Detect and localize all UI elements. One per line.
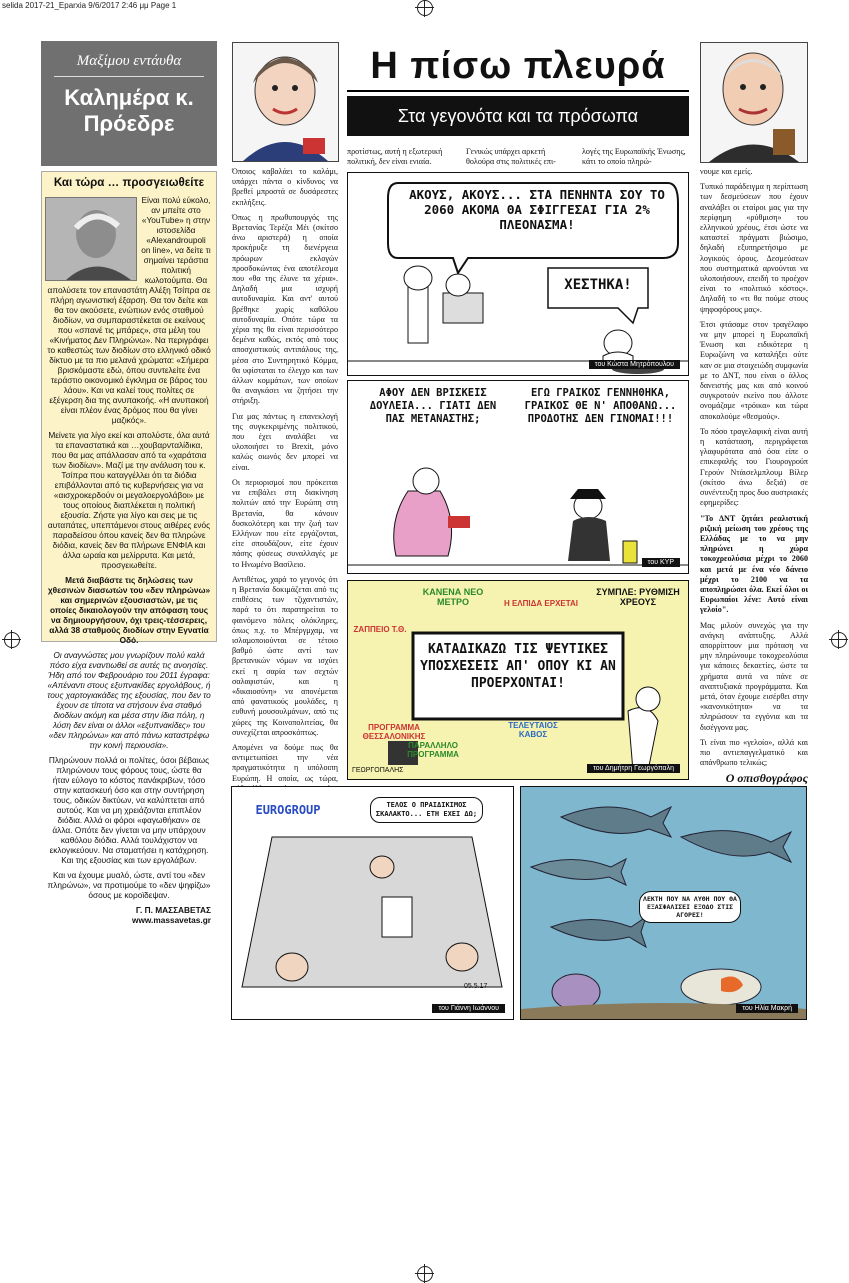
cartoon-credit: του Κώστα Μητρόπουλου xyxy=(589,360,680,369)
cartoon-ioannou xyxy=(231,786,514,1020)
cartoonist-signature: ΓΕΩΡΓΟΠΑΛΗΣ xyxy=(352,767,404,774)
comic-sign: ΠΑΡΑΛΛΗΛΟ ΠΡΟΓΡΑΜΜΑ xyxy=(407,741,459,759)
speech-bubble: ΧΕΣΤΗΚΑ! xyxy=(564,277,632,293)
article-paragraph: Πληρώνουν πολλά οι πολίτες, όσοι βέβαιως πληρώνουν τους φόρους τους, ώστε θα ήταν εύλογο το κόστος πανάκριβων, τόσο στην κατασκευή όσο και στην συντήρηση τους, οδικών δικτύων, να καλύπτεται από αυτούς. Και να μη χρειάζονται επιπλέον διόδια. Αλλά οι φόροι «φαγωθήκαν» σε άλλα. Οπότε δεν γίνεται να μην υπάρχουν καθόλου διόδια. Αλλά τουλάχιστον να εκλογικεύουν. Να σταματήσει η κατάχρηση. Και της εξουσίας και των εργολάβων. xyxy=(48,755,210,865)
article-paragraph: Μείνετε για λίγο εκεί και απολύστε, όλα αυτά τα επαναστατικά και …χουβαρνταλίδικα, που θα μας απάλλασαν από τα «χαράτσια των διοδίων». Μαζί με την ανάλυση του κ. Τσίπρα που καταγγέλλει ότι τα διόδια επιβάλλονται από τις κυβερνήσεις για να «αισχροκερδούν οι μεγαλοεργολάβοι» με τους οποίους διαπλέκεται η πολιτική εξουσία. Ζήστε για λίγο και σεις με τις αυταπάτες, υπεπτάμενοι στους αιθέρες ενός παραδείσου όπου κανείς δεν θα πληρώνε διόδια, κανείς δεν θα πλήρωνε ΕΝΦΙΑ και άλλα ωραία και μελίρρυτα. Και μετά, προσγειωθείτε. xyxy=(47,430,211,570)
author-photo xyxy=(45,197,137,281)
article-paragraph: Μας μιλούν συνεχώς για την ανάγκη ανάπτυξης. Αλλά απορρίπτουν μια πρόταση να μην πληρώνουμε τοκοχρεολύσια για κάποιες δεκαετίες, ώστε τα χρήματα αυτά να πάνε σε αναπτυξιακά προγράμματα. Και μετά, όταν έχουμε εισέρθει στην «κανονικότητα» να τα πληρώσουν τα εγγόνια και τα δισέγγονα μας. xyxy=(700,620,808,732)
article-paragraph: Έτσι φτάσαμε στον τραγέλαφο να μην μπορεί η Ευρωπαϊκή Ένωση και ειδικότερα η Ευρωζώνη να καταλήξει ούτε καν σε μια στοιχειώδη συμφωνία με το ΔΝΤ, που είναι ο άλλος δανειστής μας και από κοινού συγκροτούν εκείνο που άλλοτε ονομάζαμε «τρόικα» και τώρα αποκαλούμε «θεσμούς». xyxy=(700,319,808,421)
comic-sign: ΣΥΜΠΛΕ: ΡΥΘΜΙΣΗ ΧΡΕΟΥΣ xyxy=(596,587,680,607)
article-paragraph: Οι αναγνώστες μου γνωρίζουν πολύ καλά πόσο είχα εναντιωθεί σε αυτές τις ανοησίες. Ήδη από τον Φεβρουάριο του 2011 έγραφα: «Απέναντι στους εξυπνακίδες εργολάβους, ή τους χαρτογιακάδες της εξουσίας, που δεν το έχουν σε τίποτα να στήσουν ένα σταθμό διοδίων ακόμη και μέσα στην ίδια πόλη, η λύση δεν είναι οι άλλοι «εξυπνακίδες» του «δεν πληρώνω» και από πάνω καταστρέφω την κοινή περιουσία». xyxy=(47,650,211,750)
portrait-caricature-dijsselbloem xyxy=(700,42,808,163)
page-title: Η πίσω πλευρά xyxy=(347,42,689,92)
comic-board: ΚΑΤΑΔΙΚΑΖΩ ΤΙΣ ΨΕΥΤΙΚΕΣ ΥΠΟΣΧΕΣΕΙΣ ΑΠ' ΟΠΟΥ ΚΙ ΑΝ ΠΡΟΕΡΧΟΝΤΑΙ! xyxy=(420,642,616,691)
cartoon-kyr xyxy=(347,380,689,574)
article-paragraph: Τυπικό παράδειγμα η περίπτωση των δεσμεύσεων που έχουν αναλάβει οι εταίροι μας για την περίφημη «ρύθμιση» του ελληνικού χρέους, έτσι ώστε να καταστεί πράγματι βιώσιμο, δηλαδή εξυπηρετήσιμο με λογικούς όρους. Δεσμεύσεων που συστηματικά αρνούνται να υλοποιήσουν, επειδή το προέχον είναι το «πολιτικό κόστος». Δηλαδή το «τι θα πούμε στους ψηφοφόρους μας». xyxy=(700,182,808,314)
cartoon-credit: του Ηλία Μακρή xyxy=(736,1004,798,1013)
print-slug: selida 2017-21_Eparxia 9/6/2017 2:46 μμ Page 1 xyxy=(2,1,177,10)
speech-bubble: ΛΕΚΤΗ ΠΟΥ ΝΑ ΛΥΘΗ ΠΟΥ ΘΑ ΕΞΑΣΦΑΛΙΣΕΙ ΕΞΟΔΟ ΣΤΙΣ ΑΓΟΡΕΣ! xyxy=(639,891,741,923)
comic-title: EUROGROUP xyxy=(255,803,321,817)
comic-sign: ΤΕΛΕΥΤΑΙΟΣ ΚΑΒΟΣ xyxy=(508,721,558,739)
cartoon-credit: του Δημήτρη Γεωργόπαλη xyxy=(587,764,680,773)
cartoon-credit: του Γιάννη Ιωάννου xyxy=(432,1004,505,1013)
cartoon-date: 05.5.17 xyxy=(464,983,488,990)
registration-mark-icon xyxy=(417,0,433,16)
article-paragraph: Οι περιορισμοί που πρόκειται να επιβάλει στη διακίνηση πολιτών από την Ευρώπη στη Βρετανία, θα κάνουν δυσκολότερη και την ζωή των Ελλήνων που είτε εργάζονται, είτε σπουδάζουν, είτε έχουν πάσης φύσεως συναλλαγές με το Ηνωμένο Βασίλειο. xyxy=(232,477,338,569)
article-column-right xyxy=(700,167,808,786)
cartoon-credit: του ΚΥΡ xyxy=(642,558,680,567)
column-text-fragment: Γενικώς υπάρχει αρκετή θολούρα στις πολιτικές επι- xyxy=(466,147,556,167)
article-paragraph: Τι είναι πιο «γελοίο», αλλά και πιο αντιεπαγγελματικό και απάνθρωπο τελικώς; xyxy=(700,737,808,768)
registration-mark-icon xyxy=(831,632,847,648)
page-header xyxy=(347,42,689,138)
article-paragraph: νουμε και εμείς. xyxy=(700,167,753,176)
article-paragraph: Όπως η πρωθυπουργός της Βρετανίας Τερέζα Μέι (σκίτσο άνω αριστερά) η οποία προκήρυξε τη διενέργεια πρόωρων εκλογών προσδοκώντας ένα αποτέλεσμα που «θα της έλυνε τα χέρια». Δηλαδή μια ισχυρή αυτοδυναμία. Και αντ' αυτού βρέθηκε χωρίς καθόλου αυτοδυναμία. Οπότε τώρα τα χέρια της θα είναι περισσότερο δεμένα καθώς, εκτός από τους αποσχιστικούς αντιπάλους της, μέσα στο Συντηρητικό Κόμμα, θα υφίσταται το έλεγχο και των άλλων κομμάτων, των οποίων θα αναγκάσει να ζητήσει την στήριξη. xyxy=(232,212,338,406)
author-signature: Γ. Π. ΜΑΣΣΑΒΕΤΑΣ xyxy=(135,905,211,915)
speech-bubble: ΕΓΩ ΓΡΑΙΚΟΣ ΓΕΝΝΗΘΗΚΑ, ΓΡΑΙΚΟΣ ΘΕ Ν' ΑΠΟΘΑΝΩ... ΠΡΟΔΟΤΗΣ ΔΕΝ ΓΙΝΟΜΑΙ!!! xyxy=(524,387,677,425)
divider xyxy=(54,76,204,77)
article-paragraph: Το πόσο τραγελαφική είναι αυτή η κατάσταση, περιγράφεται γλαφυρότατα από όσα είπε ο επικεφαλής του Γιουρογρούπ Γερούν Ντάισελμπλουμ Βίλερ (σκίτσο άνω δεξιά) σε συνέντευξη προς δυο αυστριακές εφημερίδες: xyxy=(700,426,808,508)
column-header xyxy=(41,41,217,166)
comic-sign: ΚΑΝΕΝΑ ΝΕΟ ΜΕΤΡΟ xyxy=(422,587,484,607)
registration-mark-icon xyxy=(4,632,20,648)
comic-sign: ΖΑΠΠΕΙΟ Τ.Θ. xyxy=(353,625,407,634)
cartoon-makris xyxy=(520,786,807,1020)
article-paragraph: Απομένει να δούμε πως θα αντιμετωπίσει την νέα πραγματικότητα η υπόλοιπη Ευρώπη. Η οποία, ως τώρα, xyxy=(232,742,338,783)
column-title: Καλημέρα κ. Πρόεδρε xyxy=(64,85,194,136)
article-paragraph: Και να έχουμε μυαλό, ώστε, αντί του «δεν πληρώνω», να προτιμούμε το «δεν ψηφίζω» όσους με κοροϊδεψαν. xyxy=(47,870,211,900)
article-paragraph: Αντιθέτως, χαρά το γεγονός ότι η Βρετανία δοκιμάζεται από τις επιθέσεις των τζιχαντιστών, παρά το ότι παρατηρείται το φαινόμενο πόλεις ολόκληρες, όπως π.χ. το Μπέργμχαμ, να ισλαμοποιούνται σε τέτοιο βαθμό ώστε αντί των βρετανικών νόμων να ισχύει εκεί η σαρία των σεχτών σαλαφιστών, και η «δικαιοσύνη» να απονέμεται από φανατικούς μουλάδες, η ευθυνή μουσουλμάνων, από τις χώρες της Κοινοπολιτείας, θα συνεχίζεται απροσκόπτως. xyxy=(232,574,338,737)
article-title: Και τώρα … προσγειωθείτε xyxy=(53,176,205,189)
cartoon-georgopalis xyxy=(347,580,689,780)
article-paragraph: Μετά διαβάστε τις δηλώσεις των χθεσινών διασωτών του «δεν πληρώνω» και σημερινών εξουσιαστών, με τις οποίες δικαιολογούν την απόφαση τους να δημιουργήσουν, όχι τρεις-τέσσερεις, αλλά 38 σταθμούς διοδίων στην Εγνατία Οδό. xyxy=(47,575,211,645)
article-column-left xyxy=(232,167,338,783)
article-paragraph: Όποιος καβαλάει το καλάμι, υπάρχει πάντα ο κίνδυνος να βρεθεί μπροστά σε δυσάρεστες εκπλήξεις. xyxy=(232,167,338,207)
article-quote: "Το ΔΝΤ ζητάει ρεαλιστική ριζική μείωση του χρέους της Ελλάδας με το να μην πληρώνει η χώρα τοκοχρεολύσια μέχρι το 2060 και μετά με ένα νέο δάνειο μέχρι το 2100 να τα αποπληρώσει όλα. Εκεί όλοι οι Ευρωπαίοι λένε: Αυτό είναι γελοίο". xyxy=(700,513,808,615)
column-text-fragment: λογές της Ευρωπαϊκής Ένωσης, κάτι το οποίο πληρώ- xyxy=(582,147,686,167)
column-signature: Ο οπισθογράφος xyxy=(725,771,808,786)
comic-sign: ΠΡΟΓΡΑΜΜΑ ΘΕΣΣΑΛΟΝΙΚΗΣ xyxy=(362,723,426,741)
portrait-caricature-may xyxy=(232,42,339,162)
author-website: www.massavetas.gr xyxy=(131,915,211,925)
registration-mark-icon xyxy=(417,1266,433,1282)
comic-sign: Η ΕΛΠΙΔΑ ΕΡΧΕΤΑΙ xyxy=(503,599,579,608)
left-article xyxy=(41,171,217,925)
column-text-fragment: προτίστως, αυτή η εξωτερική πολιτική, δεν είναι ενιαία. xyxy=(347,147,443,167)
article-paragraph: Είναι πολύ εύκολο, αν μπείτε στο «YouTube» η στην ιστοσελίδα «Alexandroupoli on line», να δείτε τι σημαίνει τεράστια πολιτική κωλοτούμπα. Θα απολύσετε τον επαναστάτη Αλέξη Τσίπρα σε πλήρη αγωνιστική έξαρση. Θα τον δείτε και θα τον ακούσετε, ενώπιων ενός σταθμού διοδίων, να συμπαραστέκεται σε εκείνους που «σπανέ τις μπάρες», στα μέλη του «Κινήματος Δεν Πληρώνω». Να περιγράφει το καθεστώς των διοδίων στο ελληνικό οδικό δίκτυο με τα πιο μελανά χρώματα: «Σήμερα βρισκόμαστε εδώ, όπου συντελείτε ένα τεράστιο οικονομικό έγκλημα σε βάρος του λάου». Και να καλεί τους πολίτες σε εξέγερση δια της ανυπακοής. «Η ανυπακοή είναι πλέον ένας δρόμος που θα γίνει μαζικός». xyxy=(47,195,211,425)
column-subtitle: Μαξίμου εντάυθα xyxy=(76,53,182,69)
speech-bubble: ΑΚΟΥΣ, ΑΚΟΥΣ... ΣΤΑ ΠΕΝΗΝΤΑ ΣΟΥ ΤΟ 2060 ΑΚΟΜΑ ΘΑ ΣΦΙΓΓΕΣΑΙ ΓΙΑ 2% ΠΛΕΟΝΑΣΜΑ! xyxy=(409,187,665,232)
page-subtitle: Στα γεγονότα και τα πρόσωπα xyxy=(347,96,689,136)
speech-bubble: ΑΦΟΥ ΔΕΝ ΒΡΙΣΚΕΙΣ ΔΟΥΛΕΙΑ... ΓΙΑΤΙ ΔΕΝ ΠΑΣ ΜΕΤΑΝΑΣΤΗΣ; xyxy=(369,387,497,425)
article-paragraph: Για μας πάντως η επανεκλογή της συγκεκριμένης πολιτικού, που έχει αναλάβει να υλοποιήσει το Brexit, μόνο καλώς οιωνός δεν μπορεί να είναι. xyxy=(232,411,338,472)
cartoon-mitropoulos xyxy=(347,172,689,376)
speech-bubble: ΤΕΛΟΣ Ο ΠΡΑΙΔΙΚΙΜΟΣ ΣΚΑΛΑΚΤΟ... ΕΤΗ ΕΧΕΙ ΔΩ; xyxy=(370,797,483,823)
